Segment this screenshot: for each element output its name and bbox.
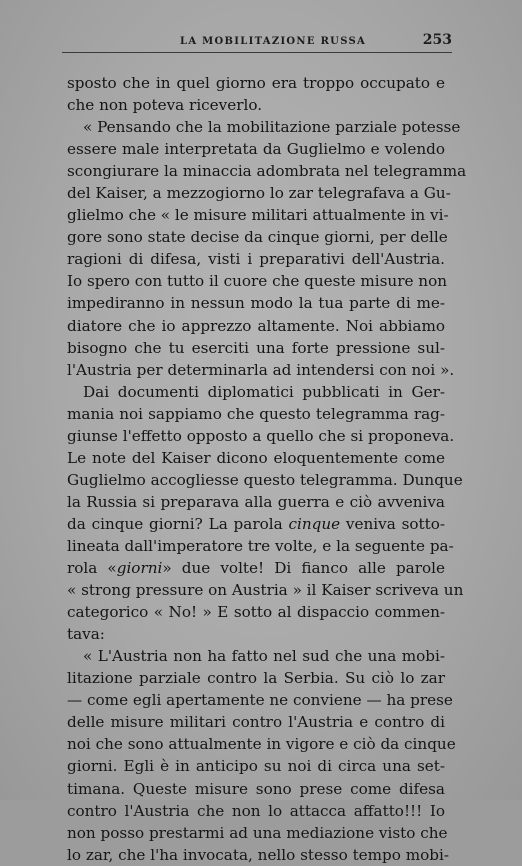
text-line: l'Austria per determinarla ad intendersi con noi ».	[67, 360, 455, 379]
body-text	[67, 72, 467, 866]
text-line: impediranno in nessun modo la tua parte di me-	[67, 294, 445, 313]
text-line: timana. Queste misure sono prese come difesa	[67, 779, 445, 798]
text-segment: rola «	[67, 559, 117, 578]
text-segment: » due volte! Di fianco alle parole	[162, 559, 445, 578]
text-line: mania noi sappiamo che questo telegramma rag-	[67, 404, 445, 423]
text-line: — come egli apertamente ne conviene — ha prese	[67, 691, 453, 710]
text-line: Guglielmo accogliesse questo telegramma. Dunque	[67, 470, 463, 489]
text-line: Io spero con tutto il cuore che queste misure non	[67, 272, 447, 291]
text-line	[67, 557, 445, 579]
text-line: diatore che io apprezzo altamente. Noi abbiamo	[67, 316, 445, 335]
text-line: che non poteva riceverlo.	[67, 96, 263, 115]
text-segment: da cinque giorni? La parola	[67, 514, 283, 533]
text-line: non posso prestarmi ad una mediazione visto che	[67, 823, 448, 842]
text-line: la Russia si preparava alla guerra e ciò avveniva	[67, 492, 445, 511]
running-title: LA MOBILITAZIONE RUSSA	[180, 36, 367, 47]
text-line: giunse l'effetto opposto a quello che si proponeva.	[67, 426, 455, 445]
text-line: gore sono state decise da cinque giorni, per delle	[67, 228, 448, 247]
page-number: 253	[422, 32, 452, 48]
text-line: giorni. Egli è in anticipo su noi di circa una set-	[67, 757, 445, 776]
italic-word: cinque	[288, 514, 341, 533]
text-line: lo zar, che l'ha invocata, nello stesso tempo mobi-	[67, 845, 450, 864]
text-line: sposto che in quel giorno era troppo occupato e	[67, 74, 445, 92]
text-line: tava:	[67, 625, 105, 644]
text-line: Le note del Kaiser dicono eloquentemente come	[67, 448, 445, 467]
running-header	[62, 32, 452, 52]
text-line: essere male interpretata da Guglielmo e volendo	[67, 140, 445, 159]
text-line: « L'Austria non ha fatto nel sud che una mobi-	[83, 647, 445, 666]
header-rule	[62, 52, 452, 53]
text-line: noi che sono attualmente in vigore e ciò da cinque	[67, 735, 456, 754]
text-line: « strong pressure on Austria » il Kaiser scriveva un	[67, 581, 464, 600]
text-line: glielmo che « le misure militari attualmente in vi-	[67, 206, 449, 225]
text-line: bisogno che tu eserciti una forte pressione sul-	[67, 338, 445, 357]
text-line: delle misure militari contro l'Austria e contro di	[67, 713, 445, 732]
text-line	[67, 513, 445, 535]
text-segment: veniva sotto-	[345, 514, 445, 533]
text-line: contro l'Austria che non lo attacca affatto!!! Io	[67, 801, 445, 820]
text-line: del Kaiser, a mezzogiorno lo zar telegrafava a Gu-	[67, 184, 451, 203]
text-line: « Pensando che la mobilitazione parziale potesse	[83, 118, 461, 137]
text-line: categorico « No! » E sotto al dispaccio commen-	[67, 603, 445, 622]
text-line: lineata dall'imperatore tre volte, e la seguente pa-	[67, 536, 454, 555]
text-line: ragioni di difesa, visti i preparativi dell'Austria.	[67, 250, 445, 269]
text-line: litazione parziale contro la Serbia. Su ciò lo zar	[67, 669, 445, 688]
italic-word: giorni	[116, 559, 163, 578]
text-line: Dai documenti diplomatici pubblicati in Ger-	[83, 382, 445, 401]
text-line: scongiurare la minaccia adombrata nel telegramma	[67, 162, 467, 181]
